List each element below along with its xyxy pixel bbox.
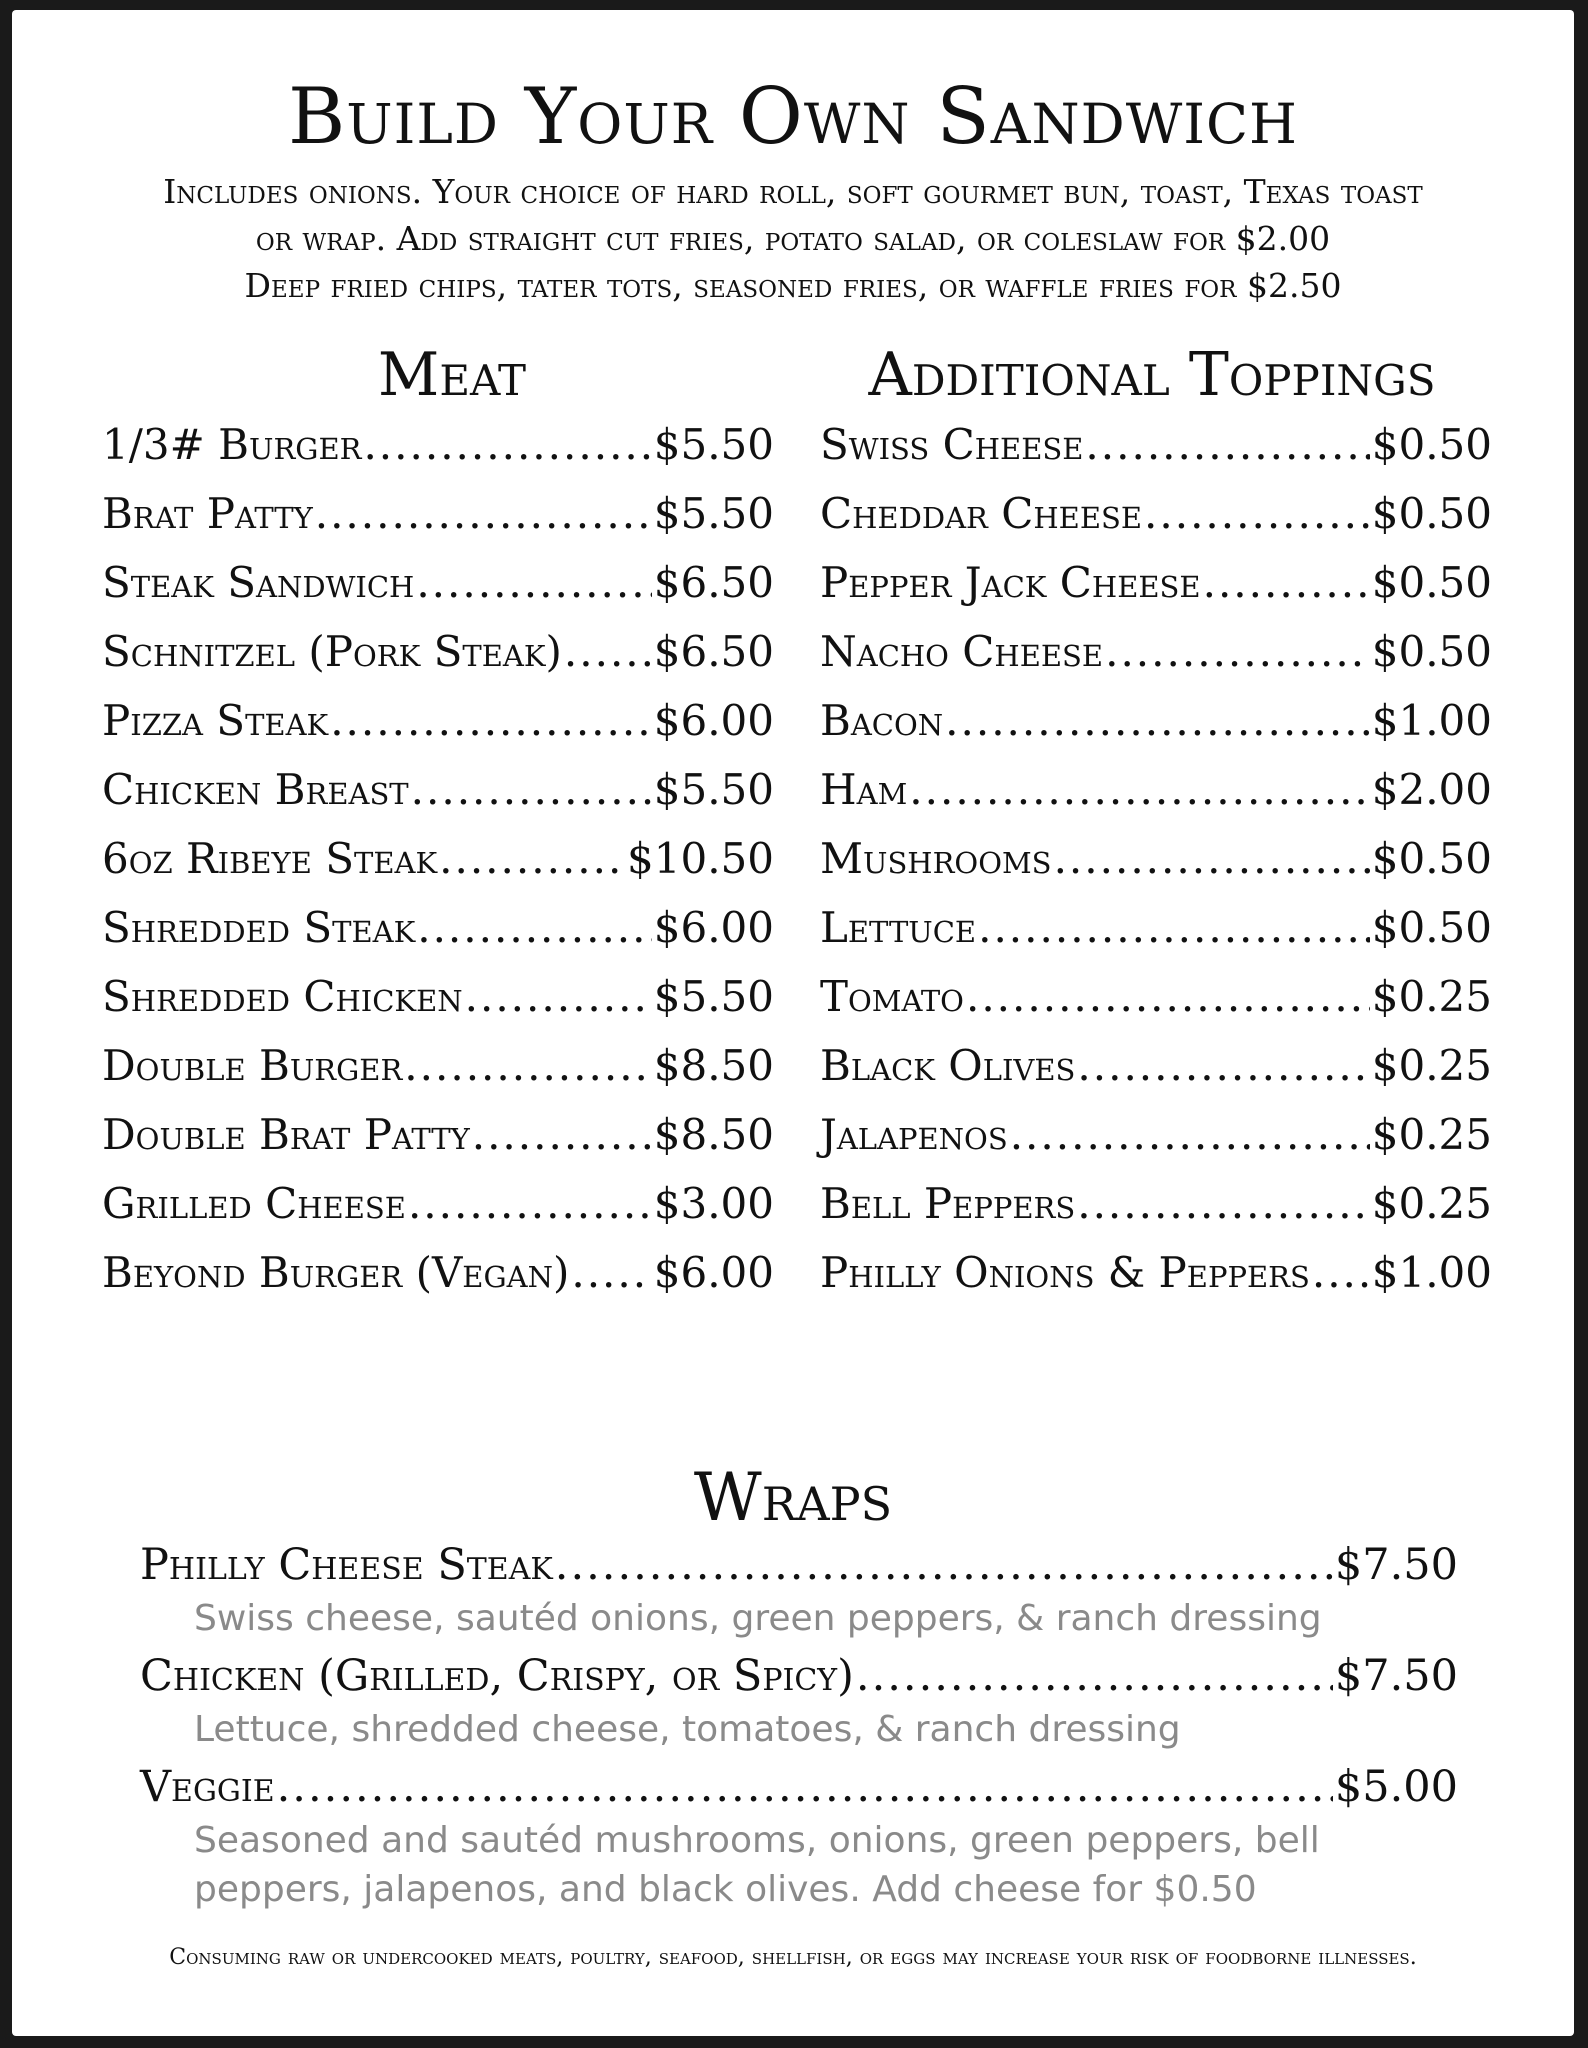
- topping-item-name: Philly Onions & Peppers: [820, 1248, 1310, 1297]
- wrap-item: [140, 1651, 1458, 1754]
- topping-item-price: $0.25: [1371, 1041, 1492, 1090]
- dot-leader: [1203, 558, 1370, 607]
- menu-page: [12, 10, 1574, 2036]
- wrap-description: Swiss cheese, sautéd onions, green peppers, & ranch dressing: [194, 1598, 1322, 1639]
- wrap-name: Chicken (Grilled, Crispy, or Spicy): [140, 1651, 854, 1701]
- intro-line-1: Includes onions. Your choice of hard roll, soft gourmet bun, toast, Texas toast: [163, 172, 1423, 211]
- meat-item-price: $6.50: [653, 627, 774, 676]
- dot-leader: [315, 489, 652, 538]
- wrap-price: $5.00: [1334, 1762, 1458, 1812]
- topping-item-price: $0.50: [1371, 420, 1492, 469]
- meat-item: [102, 972, 774, 1041]
- meat-item-price: $5.50: [653, 765, 774, 814]
- dot-leader: [571, 1248, 651, 1297]
- topping-item-price: $0.50: [1371, 834, 1492, 883]
- meat-item-name: 6oz Ribeye Steak: [102, 834, 438, 883]
- dot-leader: [277, 1762, 1333, 1812]
- topping-item-name: Cheddar Cheese: [820, 489, 1143, 538]
- topping-item: [820, 903, 1492, 972]
- topping-item: [820, 834, 1492, 903]
- wraps-list: [140, 1540, 1458, 1922]
- meat-item-price: $6.00: [653, 1248, 774, 1297]
- wraps-heading: Wraps: [693, 1459, 893, 1536]
- dot-leader: [555, 1540, 1333, 1590]
- topping-item: [820, 765, 1492, 834]
- topping-item: [820, 558, 1492, 627]
- dot-leader: [1077, 1041, 1369, 1090]
- topping-item-price: $0.50: [1371, 489, 1492, 538]
- topping-item: [820, 627, 1492, 696]
- wrap-description: Seasoned and sautéd mushrooms, onions, green peppers, bell peppers, jalapenos, and black olives. Add cheese for $0.50: [194, 1820, 1320, 1910]
- dot-leader: [1312, 1248, 1370, 1297]
- topping-item-name: Lettuce: [820, 903, 977, 952]
- meat-item-name: Pizza Steak: [102, 696, 329, 745]
- dot-leader: [856, 1651, 1333, 1701]
- dot-leader: [465, 972, 652, 1021]
- wrap-row: [140, 1762, 1458, 1816]
- topping-item: [820, 1179, 1492, 1248]
- topping-item-price: $1.00: [1371, 1248, 1492, 1297]
- dot-leader: [978, 903, 1370, 952]
- topping-item: [820, 972, 1492, 1041]
- meat-item: [102, 558, 774, 627]
- meat-heading: Meat: [377, 340, 527, 410]
- meat-item-price: $6.00: [653, 903, 774, 952]
- topping-item: [820, 420, 1492, 489]
- dot-leader: [472, 1110, 652, 1159]
- topping-item-price: $0.50: [1371, 627, 1492, 676]
- topping-item-price: $0.50: [1371, 903, 1492, 952]
- intro-line-3: Deep fried chips, tater tots, seasoned fries, or waffle fries for $2.50: [244, 266, 1342, 305]
- dot-leader: [1077, 1179, 1370, 1228]
- dot-leader: [1054, 834, 1370, 883]
- wrap-name: Veggie: [140, 1762, 275, 1812]
- dot-leader: [1085, 420, 1369, 469]
- dot-leader: [1010, 1110, 1370, 1159]
- meat-item-name: Double Brat Patty: [102, 1110, 470, 1159]
- topping-item-price: $0.25: [1371, 1179, 1492, 1228]
- topping-item-price: $1.00: [1371, 696, 1492, 745]
- dot-leader: [411, 765, 652, 814]
- topping-item-price: $0.25: [1371, 1110, 1492, 1159]
- dot-leader: [404, 1041, 651, 1090]
- meat-item-price: $8.50: [653, 1110, 774, 1159]
- intro-text: [72, 168, 1514, 309]
- dot-leader: [1144, 489, 1370, 538]
- dot-leader: [363, 420, 651, 469]
- page-title: Build Your Own Sandwich: [287, 72, 1299, 162]
- dot-leader: [966, 972, 1370, 1021]
- wrap-name: Philly Cheese Steak: [140, 1540, 553, 1590]
- meat-item-name: Shredded Steak: [102, 903, 416, 952]
- dot-leader: [439, 834, 625, 883]
- meat-item-price: $5.50: [653, 420, 774, 469]
- wrap-item: [140, 1762, 1458, 1914]
- topping-item-name: Mushrooms: [820, 834, 1052, 883]
- topping-item: [820, 1041, 1492, 1110]
- topping-item: [820, 1248, 1492, 1317]
- wrap-price: $7.50: [1334, 1540, 1458, 1590]
- meat-item-name: Brat Patty: [102, 489, 313, 538]
- meat-item-price: $6.00: [653, 696, 774, 745]
- wrap-description: Lettuce, shredded cheese, tomatoes, & ranch dressing: [194, 1709, 1181, 1750]
- wrap-price: $7.50: [1334, 1651, 1458, 1701]
- meat-item: [102, 1179, 774, 1248]
- topping-item-name: Bacon: [820, 696, 944, 745]
- meat-item-name: Shredded Chicken: [102, 972, 463, 1021]
- dot-leader: [945, 696, 1370, 745]
- topping-item-price: $2.00: [1371, 765, 1492, 814]
- dot-leader: [330, 696, 652, 745]
- dot-leader: [416, 558, 651, 607]
- meat-item: [102, 765, 774, 834]
- topping-item: [820, 489, 1492, 558]
- meat-item-name: Beyond Burger (Vegan): [102, 1248, 570, 1297]
- meat-item: [102, 627, 774, 696]
- meat-item-price: $5.50: [653, 489, 774, 538]
- topping-item: [820, 1110, 1492, 1179]
- toppings-heading: Additional Toppings: [868, 340, 1436, 410]
- wrap-row: [140, 1540, 1458, 1594]
- meat-item: [102, 1248, 774, 1317]
- meat-item-name: Steak Sandwich: [102, 558, 415, 607]
- toppings-list: [820, 420, 1492, 1317]
- meat-item-name: Chicken Breast: [102, 765, 409, 814]
- wrap-row: [140, 1651, 1458, 1705]
- meat-item-price: $6.50: [653, 558, 774, 607]
- meat-item-name: Double Burger: [102, 1041, 403, 1090]
- topping-item-name: Ham: [820, 765, 908, 814]
- topping-item-name: Tomato: [820, 972, 964, 1021]
- meat-item: [102, 489, 774, 558]
- meat-item: [102, 420, 774, 489]
- dot-leader: [408, 1179, 652, 1228]
- topping-item-name: Jalapenos: [820, 1110, 1008, 1159]
- dot-leader: [909, 765, 1369, 814]
- meat-item: [102, 1110, 774, 1179]
- meat-item-price: $10.50: [627, 834, 774, 883]
- meat-item: [102, 1041, 774, 1110]
- topping-item-name: Nacho Cheese: [820, 627, 1104, 676]
- meat-item-price: $3.00: [653, 1179, 774, 1228]
- meat-item: [102, 903, 774, 972]
- dot-leader: [1105, 627, 1370, 676]
- meat-item: [102, 834, 774, 903]
- intro-line-2: or wrap. Add straight cut fries, potato salad, or coleslaw for $2.00: [255, 219, 1331, 258]
- topping-item-price: $0.25: [1371, 972, 1492, 1021]
- topping-item: [820, 696, 1492, 765]
- topping-item-name: Swiss Cheese: [820, 420, 1084, 469]
- health-notice: Consuming raw or undercooked meats, poultry, seafood, shellfish, or eggs may increase your risk of foodborne illnesses.: [169, 1945, 1417, 1970]
- topping-item-name: Pepper Jack Cheese: [820, 558, 1201, 607]
- meat-item-name: Schnitzel (Pork Steak): [102, 627, 562, 676]
- meat-item: [102, 696, 774, 765]
- meat-item-price: $8.50: [653, 1041, 774, 1090]
- meat-item-price: $5.50: [653, 972, 774, 1021]
- wrap-item: [140, 1540, 1458, 1643]
- meat-list: [102, 420, 774, 1317]
- topping-item-price: $0.50: [1371, 558, 1492, 607]
- topping-item-name: Black Olives: [820, 1041, 1076, 1090]
- meat-item-name: Grilled Cheese: [102, 1179, 406, 1228]
- topping-item-name: Bell Peppers: [820, 1179, 1076, 1228]
- meat-item-name: 1/3# Burger: [102, 420, 362, 469]
- dot-leader: [417, 903, 652, 952]
- dot-leader: [564, 627, 652, 676]
